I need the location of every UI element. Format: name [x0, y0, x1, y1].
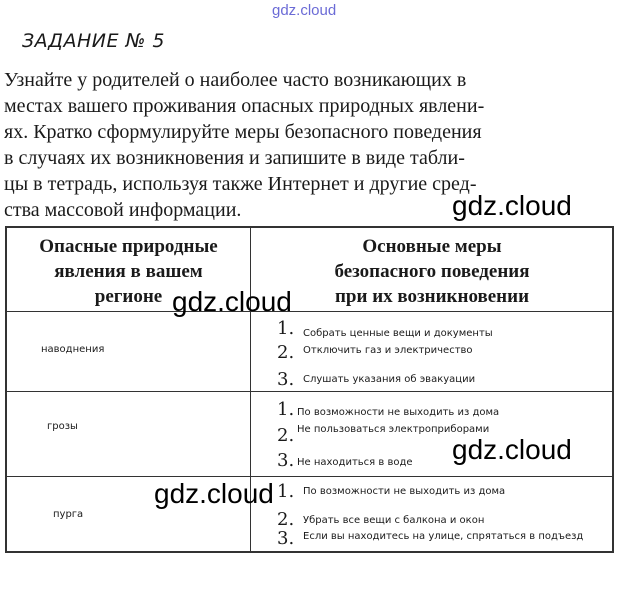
measure-number: 1.	[277, 481, 295, 502]
phenomenon-cell: грозы	[47, 421, 78, 432]
phenomenon-cell: пурга	[53, 509, 84, 520]
safety-table	[5, 226, 614, 553]
watermark: gdz.cloud	[154, 478, 274, 509]
task-text-line: ства массовой информации.	[4, 199, 242, 221]
task-text-line: местах вашего проживания опасных природных явлени-	[4, 95, 485, 117]
header-line: Основные меры	[362, 236, 502, 257]
measure-text: По возможности не выходить из дома	[303, 486, 506, 497]
row-divider	[7, 391, 612, 392]
row-divider	[7, 311, 612, 312]
header-measures	[252, 234, 612, 309]
row-divider	[7, 476, 612, 477]
task-text-line: ях. Кратко сформулируйте меры безопасного поведения	[4, 121, 482, 143]
header-line: явления в вашем	[54, 261, 203, 282]
task-text-line: цы в тетрадь, используя также Интернет и другие сред-	[4, 173, 477, 195]
phenomenon-cell: наводнения	[41, 344, 105, 355]
measure-number: 3.	[277, 369, 295, 390]
measure-text: Не находиться в воде	[297, 457, 413, 468]
watermark: gdz.cloud	[452, 434, 572, 465]
header-line: Опасные природные	[39, 236, 218, 257]
measure-text: Слушать указания об эвакуации	[303, 374, 476, 385]
watermark-top: gdz.cloud	[272, 2, 337, 19]
measure-number: 2.	[277, 342, 295, 363]
measure-number: 1.	[277, 318, 295, 339]
watermark: gdz.cloud	[452, 190, 572, 221]
measure-number: 2.	[277, 425, 295, 446]
task-title: ЗАДАНИЕ № 5	[22, 30, 165, 52]
task-text-line: Узнайте у родителей о наиболее часто возникающих в	[4, 69, 467, 91]
watermark: gdz.cloud	[172, 286, 292, 317]
measure-number: 1.	[277, 399, 295, 420]
measure-text: Собрать ценные вещи и документы	[303, 328, 493, 339]
measure-text: Если вы находитесь на улице, спрятаться в подъезд	[303, 531, 584, 542]
task-text-line: в случаях их возникновения и запишите в виде табли-	[4, 147, 465, 169]
header-line: при их возникновении	[334, 286, 530, 307]
measure-text: Не пользоваться электроприборами	[297, 424, 490, 435]
measure-text: Отключить газ и электричество	[303, 345, 473, 356]
measure-text: Убрать все вещи с балкона и окон	[303, 515, 485, 526]
measure-number: 3.	[277, 528, 295, 549]
header-line: регионе	[94, 286, 163, 307]
measure-number: 3.	[277, 450, 295, 471]
measure-text: По возможности не выходить из дома	[297, 407, 500, 418]
header-line: безопасного поведения	[334, 261, 530, 282]
measure-number: 2.	[277, 509, 295, 530]
